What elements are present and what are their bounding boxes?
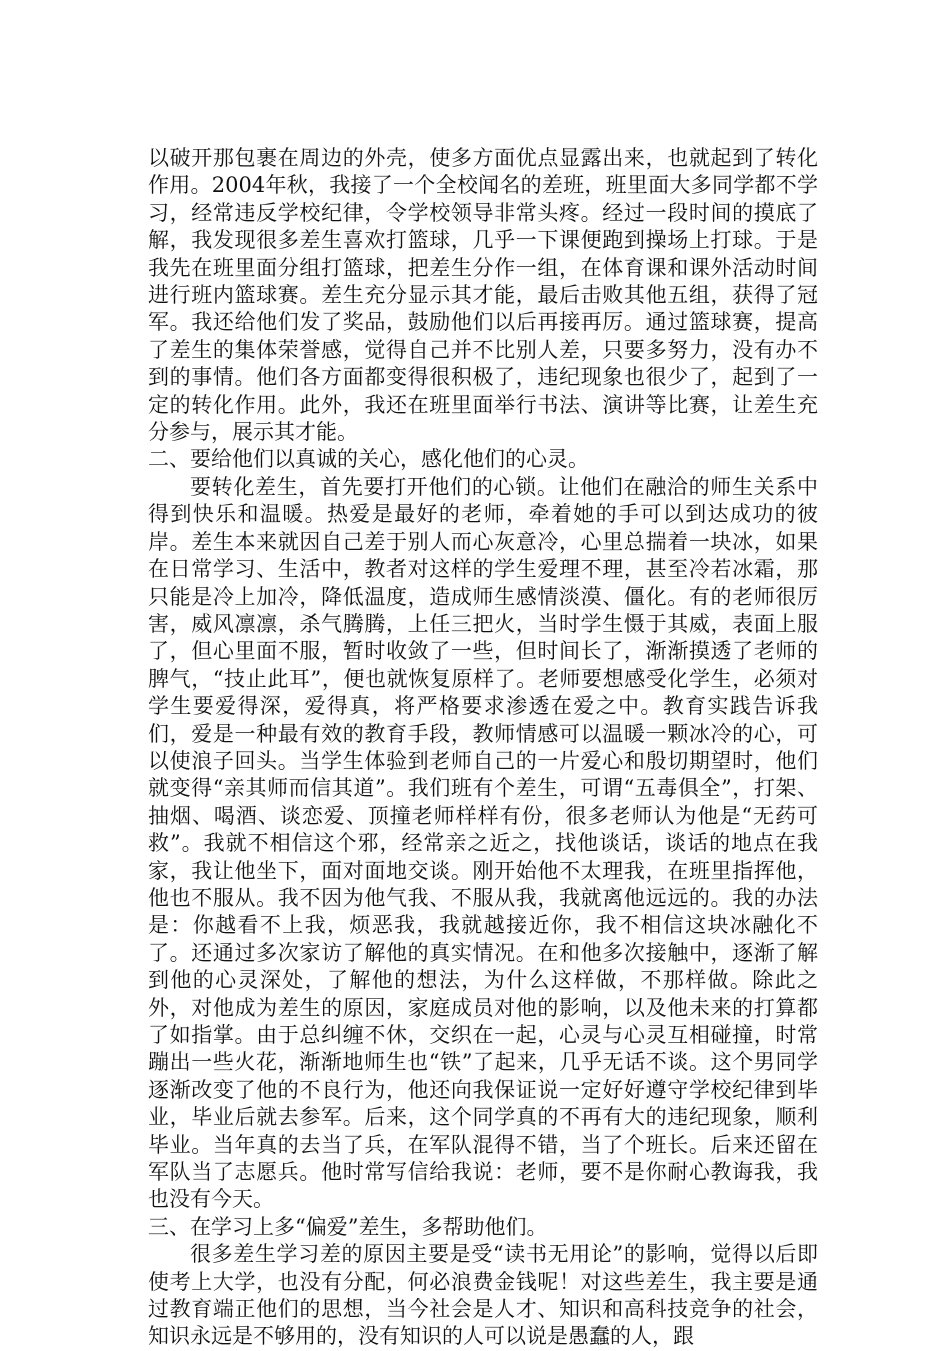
paragraph-3: 很多差生学习差的原因主要是受“读书无用论”的影响，觉得以后即使考上大学，也没有分配，何必浪费金钱呢！对这些差生，我主要是通过教育端正他们的思想，当今社会是人才、知识和高科技竞争的社会，知识永远是不够用的，没有知识的人可以说是愚蠢的人，跟	[148, 1242, 818, 1349]
document-page	[148, 145, 818, 1351]
paragraph-2: 要转化差生，首先要打开他们的心锁。让他们在融洽的师生关系中得到快乐和温暖。热爱是最好的老师，牵着她的手可以到达成功的彼岸。差生本来就因自己差于别人而心灰意冷，心里总揣着一块冰，如果在日常学习、生活中，教者对这样的学生爱理不理，甚至冷若冰霜，那只能是冷上加冷，降低温度，造成师生感情淡漠、僵化。有的老师很厉害，威风凛凛，杀气腾腾，上任三把火，当时学生慑于其威，表面上服了，但心里面不服，暂时收敛了一些，但时间长了，渐渐摸透了老师的脾气，“技止此耳”，便也就恢复原样了。老师要想感受化学生，必须对学生要爱得深，爱得真，将严格要求渗透在爱之中。教育实践告诉我们，爱是一种最有效的教育手段，教师情感可以温暖一颗冰冷的心，可以使浪子回头。当学生体验到老师自己的一片爱心和殷切期望时，他们就变得“亲其师而信其道”。我们班有个差生，可谓“五毒俱全”，打架、抽烟、喝酒、谈恋爱、顶撞老师样样有份，很多老师认为他是“无药可救”。我就不相信这个邪，经常亲之近之，找他谈话，谈话的地点在我家，我让他坐下，面对面地交谈。刚开始他不太理我，在班里指挥他，他也不服从。我不因为他气我、不服从我，我就离他远远的。我的办法是：你越看不上我，烦恶我，我就越接近你，我不相信这块冰融化不了。还通过多次家访了解他的真实情况。在和他多次接触中，逐渐了解到他的心灵深处，了解他的想法，为什么这样做，不那样做。除此之外，对他成为差生的原因，家庭成员对他的影响，以及他未来的打算都了如指掌。由于总纠缠不休，交织在一起，心灵与心灵互相碰撞，时常蹦出一些火花，渐渐地师生也“铁”了起来，几乎无话不谈。这个男同学逐渐改变了他的不良行为，他还向我保证说一定好好遵守学校纪律到毕业，毕业后就去参军。后来，这个同学真的不再有大的违纪现象，顺利毕业。当年真的去当了兵，在军队混得不错，当了个班长。后来还留在军队当了志愿兵。他时常写信给我说：老师，要不是你耐心教诲我，我也没有今天。	[148, 474, 818, 1212]
paragraph-1: 以破开那包裹在周边的外壳，使多方面优点显露出来，也就起到了转化作用。2004年秋，我接了一个全校闻名的差班，班里面大多同学都不学习，经常违反学校纪律，令学校领导非常头疼。经过一段时间的摸底了解，我发现很多差生喜欢打篮球，几乎一下课便跑到操场上打球。于是我先在班里面分组打篮球，把差生分作一组，在体育课和课外活动时间进行班内篮球赛。差生充分显示其才能，最后击败其他五组，获得了冠军。我还给他们发了奖品，鼓励他们以后再接再厉。通过篮球赛，提高了差生的集体荣誉感，觉得自己并不比别人差，只要多努力，没有办不到的事情。他们各方面都变得很积极了，违纪现象也很少了，起到了一定的转化作用。此外，我还在班里面举行书法、演讲等比赛，让差生充分参与，展示其才能。	[148, 146, 818, 445]
section-heading-2: 二、要给他们以真诚的关心，感化他们的心灵。	[148, 447, 589, 472]
section-heading-3: 三、在学习上多“偏爱”差生，多帮助他们。	[148, 1214, 548, 1239]
